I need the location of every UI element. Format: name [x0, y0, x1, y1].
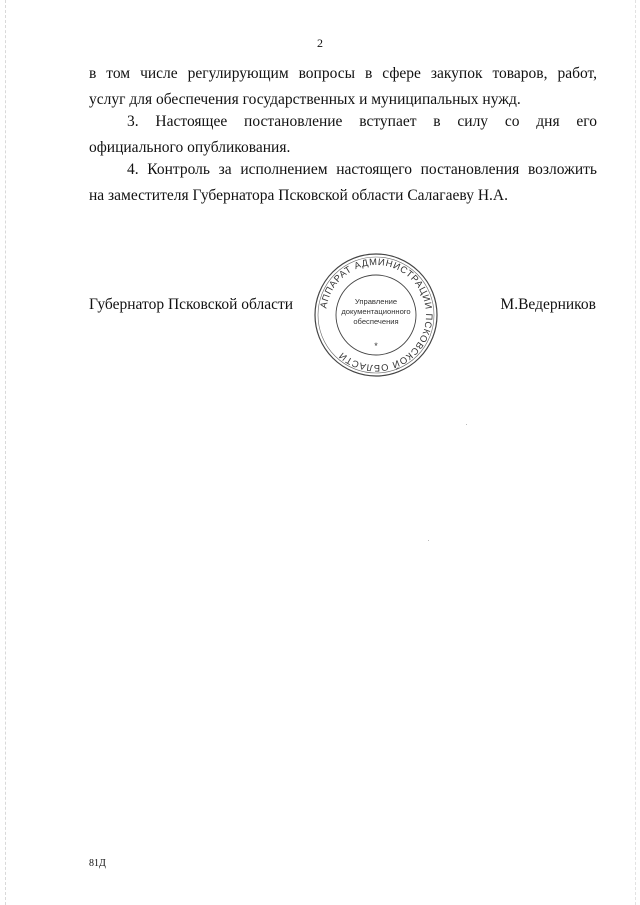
page-edge-right: [635, 0, 636, 905]
document-footer-code: 81Д: [89, 858, 106, 869]
paragraph-entry-into-force: [89, 109, 597, 161]
seal-star-icon: *: [374, 341, 378, 351]
paragraph-control: [89, 157, 597, 209]
signatory-name: М.Ведерников: [500, 296, 596, 313]
paragraph-line: на заместителя Губернатора Псковской области Салагаеву Н.А.: [89, 187, 508, 204]
paragraph-line: официального опубликования.: [89, 139, 291, 156]
signatory-title: Губернатор Псковской области: [89, 296, 294, 313]
seal-inner-line: документационного: [341, 307, 411, 316]
paragraph-line: в том числе регулирующим вопросы в сфере закупок товаров, работ,: [89, 65, 597, 82]
seal-inner-line: обеспечения: [353, 317, 399, 326]
paragraph-line: 3. Настоящее постановление вступает в силу со дня его: [127, 113, 597, 130]
page-edge-left: [5, 0, 6, 905]
official-seal-icon: [313, 252, 439, 378]
paragraph-line: 4. Контроль за исполнением настоящего постановления возложить: [127, 161, 597, 178]
scan-speck: [466, 424, 467, 425]
paragraph-line: услуг для обеспечения государственных и муниципальных нужд.: [89, 91, 521, 108]
page-number: 2: [317, 36, 323, 50]
paragraph-procurement: [89, 61, 597, 113]
scan-speck: [428, 540, 429, 541]
seal-inner-line: Управление: [354, 297, 398, 306]
seal-outer-text: АППАРАТ АДМИНИСТРАЦИИ ПСКОВСКОЙ ОБЛАСТИ: [317, 255, 436, 375]
